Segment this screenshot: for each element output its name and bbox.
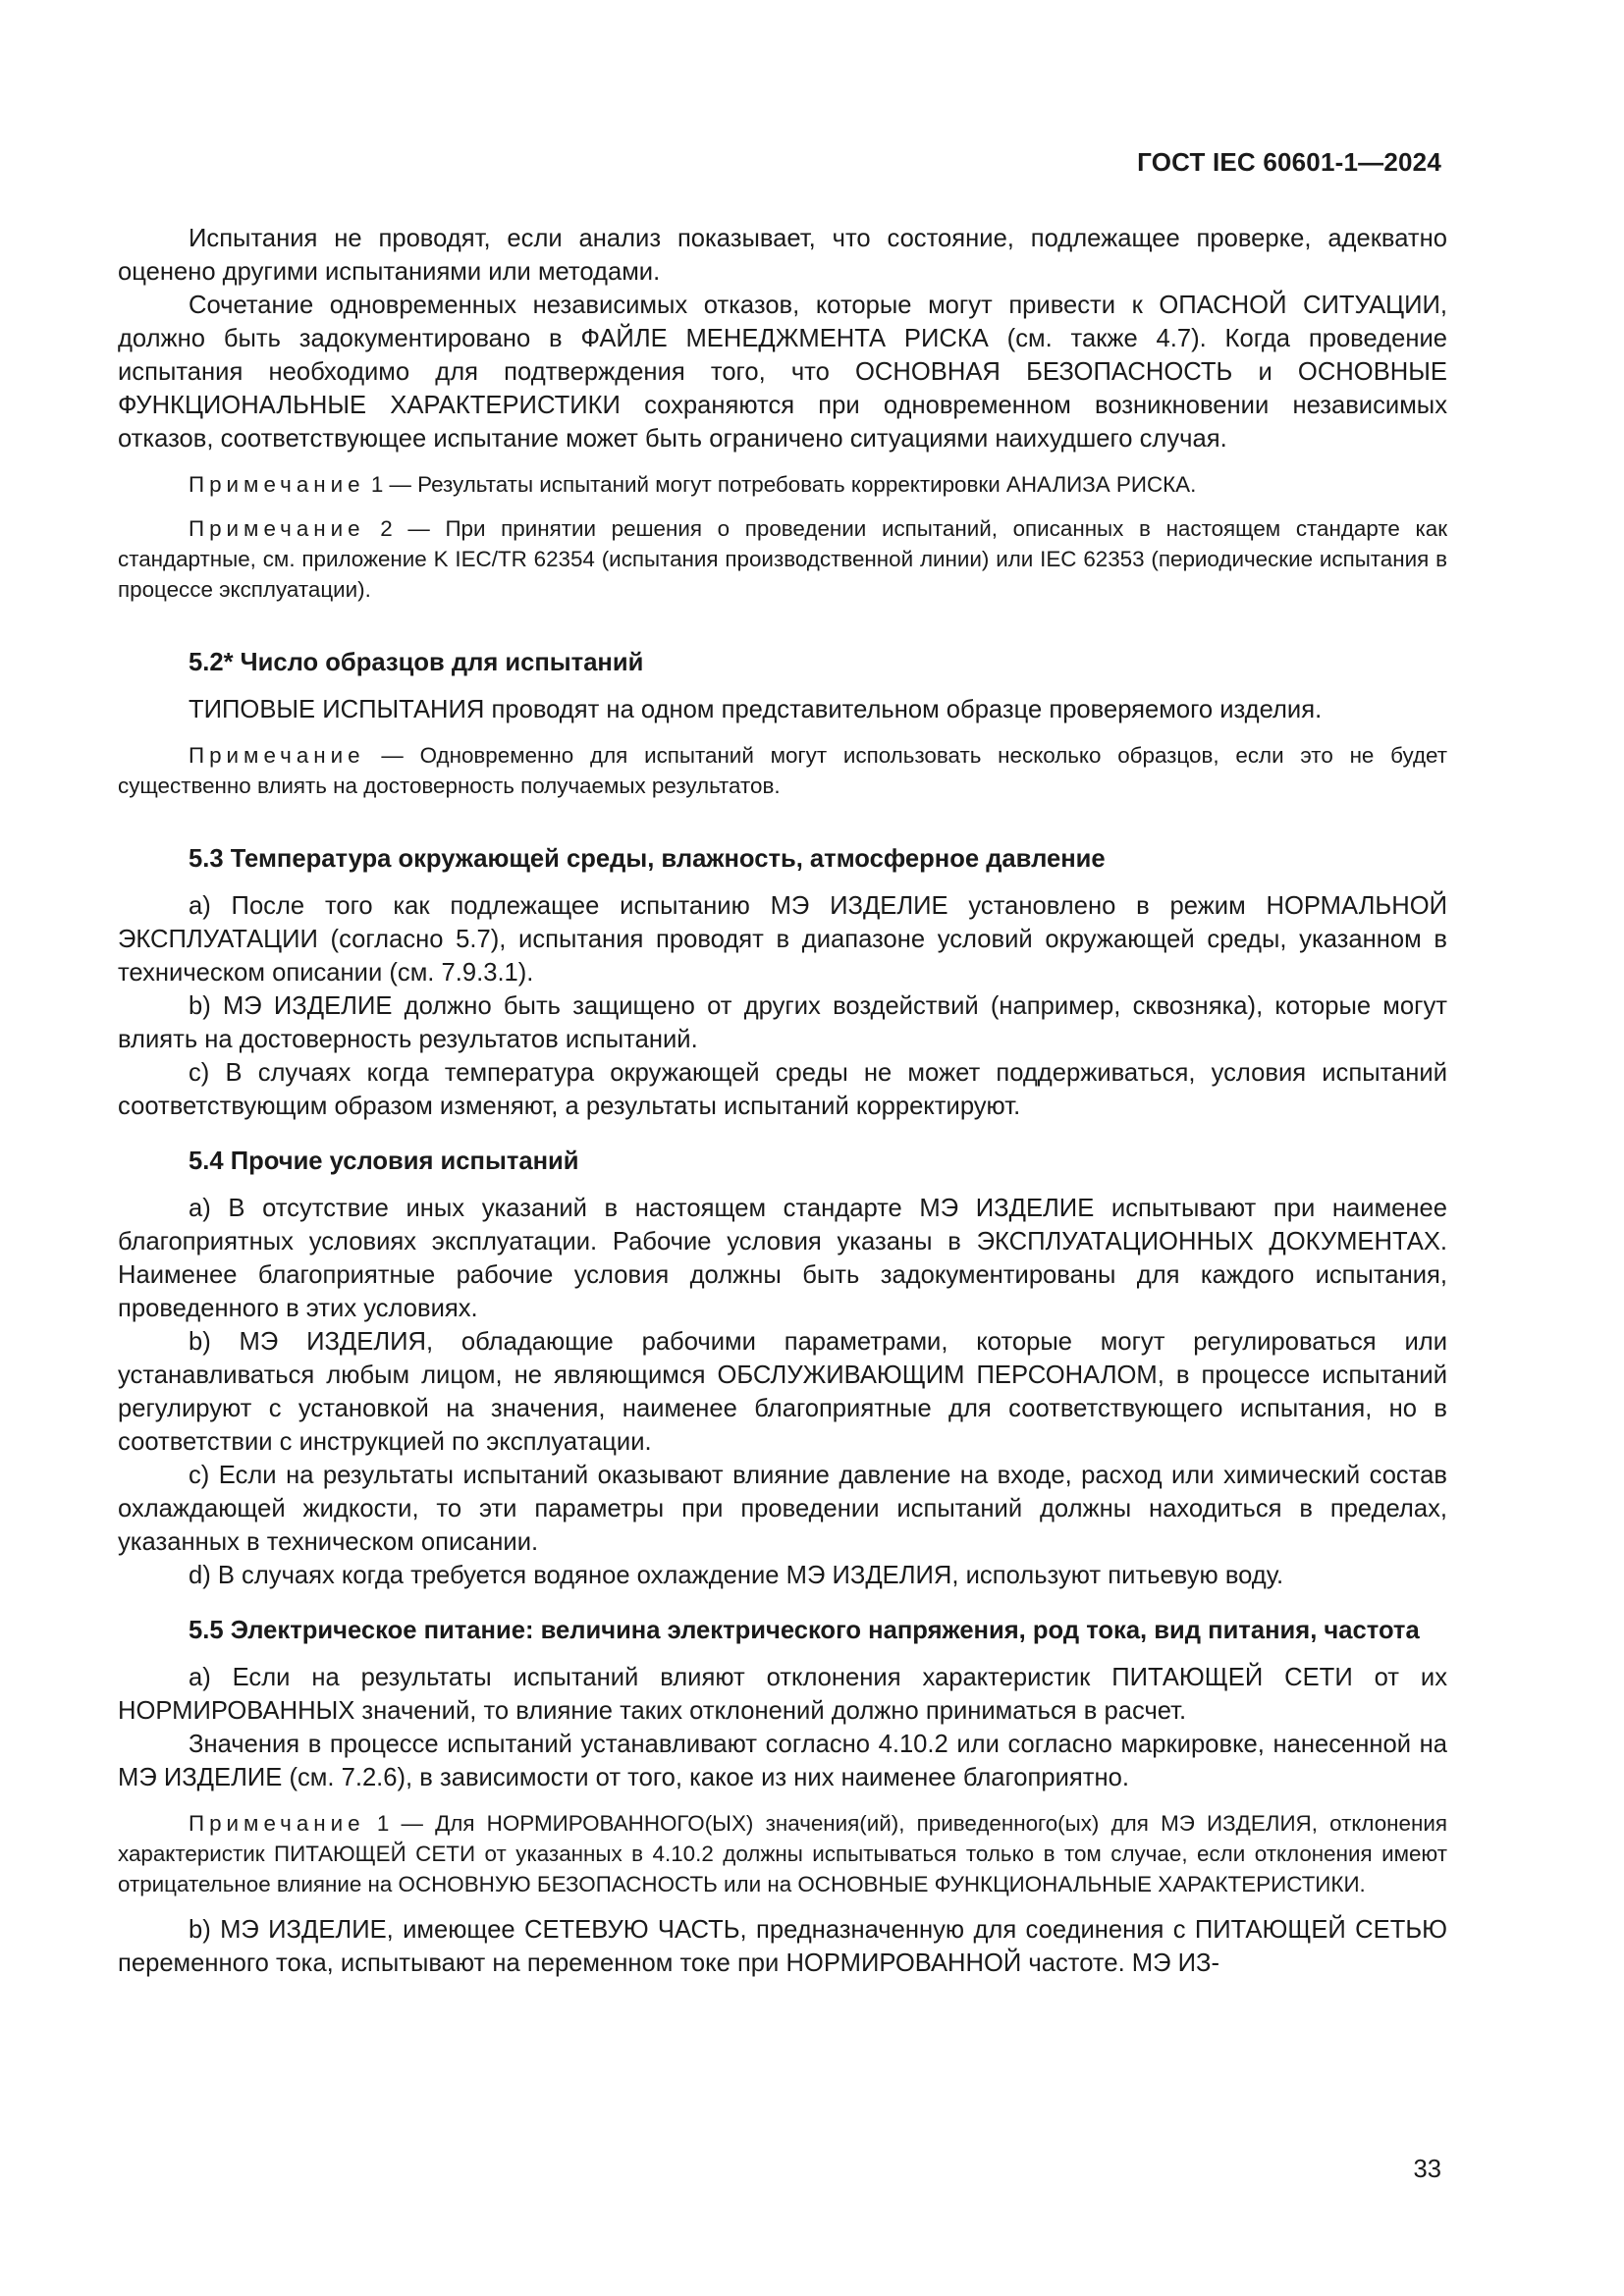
document-code-header: ГОСТ IEC 60601-1—2024	[1137, 147, 1441, 177]
note-intro-2	[118, 513, 1447, 605]
section-heading-5-2: 5.2* Число образцов для испытаний	[189, 649, 644, 676]
paragraph-5-4-d: d) В случаях когда требуется водяное охлаждение МЭ ИЗДЕЛИЯ, используют питьевую воду.	[189, 1562, 1284, 1589]
paragraph-5-5-a2: Значения в процессе испытаний устанавливают согласно 4.10.2 или согласно маркировке, нанесенной на МЭ ИЗДЕЛИЕ (см. 7.2.6), в зависимости от того, какое из них наименее благоприятно.	[118, 1731, 1447, 1791]
section-heading-5-3: 5.3 Температура окружающей среды, влажность, атмосферное давление	[189, 845, 1106, 873]
paragraph-5-2: ТИПОВЫЕ ИСПЫТАНИЯ проводят на одном представительном образце проверяемого изделия.	[189, 696, 1323, 723]
note-label: Примечание	[189, 1811, 365, 1836]
paragraph-5-3-a: a) После того как подлежащее испытанию МЭ ИЗДЕЛИЕ установлено в режим НОРМАЛЬНОЙ ЭКСПЛУАТАЦИИ (согласно 5.7), испытания проводят в диапазоне условий окружающей среды, указанном в техническом описании (см. 7.9.3.1).	[118, 892, 1447, 987]
section-heading-5-5: 5.5 Электрическое питание: величина электрического напряжения, род тока, вид питания, частота	[189, 1617, 1420, 1644]
note-label: Примечание	[189, 743, 365, 768]
paragraph-5-4-c: c) Если на результаты испытаний оказывают влияние давление на входе, расход или химический состав охлаждающей жидкости, то эти параметры при проведении испытаний должны находиться в пределах, указанных в техническом описании.	[118, 1462, 1447, 1556]
note-text: 2 — При принятии решения о проведении испытаний, описанных в настоящем стандарте как стандартные, см. приложение K IEC/TR 62354 (испытания производственной линии) или IEC 62353 (периодические испытания в процессе эксплуатации).	[118, 516, 1447, 602]
section-heading-5-4: 5.4 Прочие условия испытаний	[189, 1148, 579, 1175]
note-5-5	[118, 1808, 1447, 1899]
paragraph-intro-2: Сочетание одновременных независимых отказов, которые могут привести к ОПАСНОЙ СИТУАЦИИ, должно быть задокументировано в ФАЙЛЕ МЕНЕДЖМЕНТА РИСКА (см. также 4.7). Когда проведение испытания необходимо для подтверждения того, что ОСНОВНАЯ БЕЗОПАСНОСТЬ и ОСНОВНЫЕ ФУНКЦИОНАЛЬНЫЕ ХАРАКТЕРИСТИКИ сохраняются при одновременном возникновении независимых отказов, соответствующее испытание может быть ограничено ситуациями наихудшего случая.	[118, 292, 1447, 453]
note-label: Примечание	[189, 472, 365, 497]
paragraph-5-5-a: a) Если на результаты испытаний влияют отклонения характеристик ПИТАЮЩЕЙ СЕТИ от их НОРМИРОВАННЫХ значений, то влияние таких отклонений должно приниматься в расчет.	[118, 1664, 1447, 1725]
note-text: 1 — Результаты испытаний могут потребовать корректировки АНАЛИЗА РИСКА.	[364, 472, 1197, 497]
note-text: — Одновременно для испытаний могут использовать несколько образцов, если это не будет существенно влиять на достоверность получаемых результатов.	[118, 743, 1447, 798]
page-number: 33	[1413, 2156, 1441, 2183]
paragraph-5-5-b: b) МЭ ИЗДЕЛИЕ, имеющее СЕТЕВУЮ ЧАСТЬ, предназначенную для соединения с ПИТАЮЩЕЙ СЕТЬЮ переменного тока, испытывают на переменном токе при НОРМИРОВАННОЙ частоте. МЭ ИЗ-	[118, 1916, 1447, 1977]
paragraph-5-4-a: a) В отсутствие иных указаний в настоящем стандарте МЭ ИЗДЕЛИЕ испытывают при наименее благоприятных условиях эксплуатации. Рабочие условия указаны в ЭКСПЛУАТАЦИОННЫХ ДОКУМЕНТАХ. Наименее благоприятные рабочие условия должны быть задокументированы для каждого испытания, проведенного в этих условиях.	[118, 1195, 1447, 1322]
paragraph-intro-1: Испытания не проводят, если анализ показывает, что состояние, подлежащее проверке, адекватно оценено другими испытаниями или методами.	[118, 225, 1447, 286]
note-text: 1 — Для НОРМИРОВАННОГО(ЫХ) значения(ий), приведенного(ых) для МЭ ИЗДЕЛИЯ, отклонения характеристик ПИТАЮЩЕЙ СЕТИ от указанных в 4.10.2 должны испытываться только в том случае, если отклонения имеют отрицательное влияние на ОСНОВНУЮ БЕЗОПАСНОСТЬ или на ОСНОВНЫЕ ФУНКЦИОНАЛЬНЫЕ ХАРАКТЕРИСТИКИ.	[118, 1811, 1447, 1896]
paragraph-5-3-b: b) МЭ ИЗДЕЛИЕ должно быть защищено от других воздействий (например, сквозняка), которые могут влиять на достоверность результатов испытаний.	[118, 992, 1447, 1053]
note-5-2	[118, 740, 1447, 801]
document-body	[118, 222, 1447, 1980]
paragraph-5-4-b: b) МЭ ИЗДЕЛИЯ, обладающие рабочими параметрами, которые могут регулироваться или устанавливаться любым лицом, не являющимся ОБСЛУЖИВАЮЩИМ ПЕРСОНАЛОМ, в процессе испытаний регулируют с установкой на значения, наименее благоприятные для соответствующего испытания, но в соответствии с инструкцией по эксплуатации.	[118, 1328, 1447, 1456]
note-intro-1	[118, 469, 1447, 500]
note-label: Примечание	[189, 516, 365, 541]
paragraph-5-3-c: c) В случаях когда температура окружающей среды не может поддерживаться, условия испытаний соответствующим образом изменяют, а результаты испытаний корректируют.	[118, 1059, 1447, 1120]
